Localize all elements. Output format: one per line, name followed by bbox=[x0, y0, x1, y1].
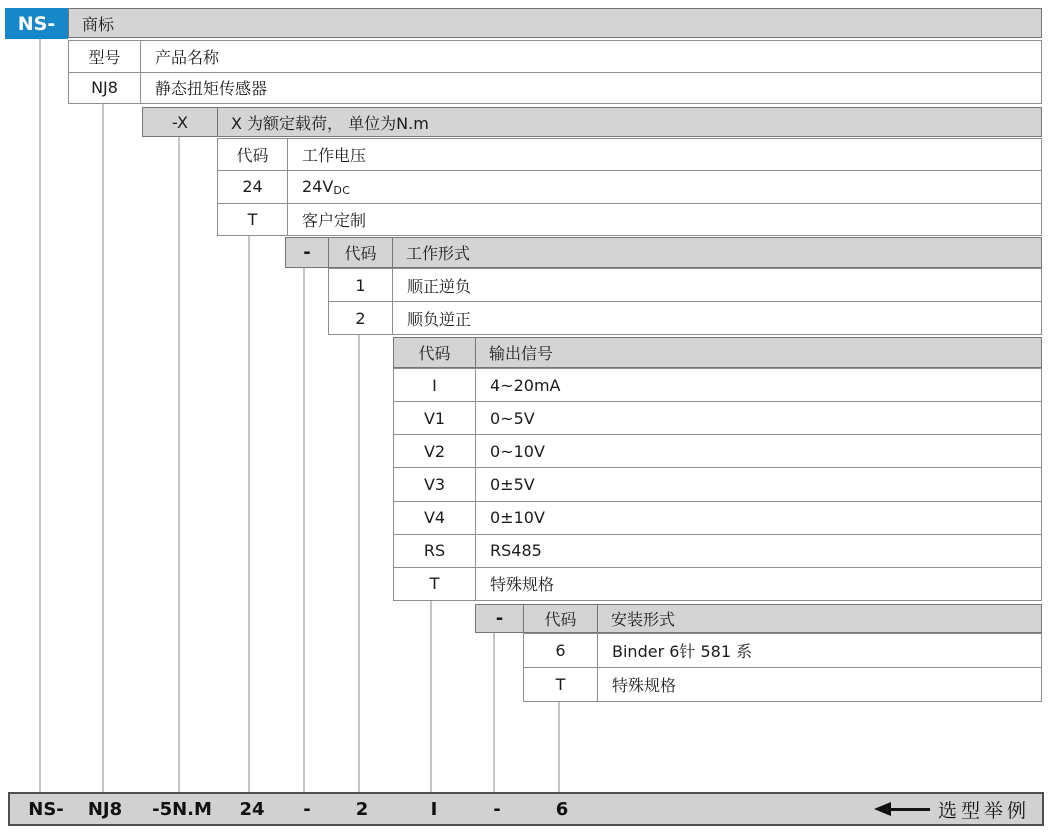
example-code-dash1: - bbox=[303, 798, 311, 820]
voltage-table bbox=[217, 138, 1042, 236]
output-band bbox=[393, 337, 1042, 368]
output-row-v1 bbox=[394, 401, 1041, 434]
output-header-desc: 输出信号 bbox=[489, 344, 554, 363]
voltage-code: T bbox=[218, 204, 288, 235]
output-code: V1 bbox=[394, 402, 476, 434]
output-row-v4 bbox=[394, 501, 1041, 534]
install-header-desc: 安装形式 bbox=[611, 610, 676, 629]
example-code-model: NJ8 bbox=[87, 798, 123, 820]
load-band bbox=[142, 107, 1042, 137]
voltage-row-24 bbox=[218, 170, 1041, 202]
install-row-6 bbox=[524, 634, 1041, 667]
output-row-v3 bbox=[394, 467, 1041, 500]
brand-prefix-box bbox=[5, 8, 68, 39]
arrow-tail-line bbox=[890, 808, 930, 811]
connector-line-install bbox=[558, 702, 560, 792]
output-row-v2 bbox=[394, 434, 1041, 467]
install-desc: Binder 6针 581 系 bbox=[612, 642, 753, 661]
example-code-dash2: - bbox=[493, 798, 501, 820]
example-code-mode: 2 bbox=[355, 798, 369, 820]
output-row-i bbox=[394, 369, 1041, 401]
voltage-desc bbox=[288, 171, 1041, 202]
example-code-voltage: 24 bbox=[239, 798, 265, 820]
output-desc: RS485 bbox=[490, 541, 542, 561]
output-row-t bbox=[394, 567, 1041, 600]
mode-row-2 bbox=[329, 301, 1041, 334]
example-pointer bbox=[874, 794, 1030, 824]
install-code: T bbox=[524, 668, 598, 701]
voltage-desc-main: 24V bbox=[302, 177, 334, 197]
install-dash: - bbox=[476, 605, 524, 632]
output-desc: 特殊规格 bbox=[490, 575, 555, 595]
model-header-row bbox=[69, 41, 1041, 72]
output-desc: 0~10V bbox=[490, 441, 545, 461]
output-code: V3 bbox=[394, 468, 476, 500]
install-header-code: 代码 bbox=[524, 605, 598, 632]
install-code: 6 bbox=[524, 634, 598, 667]
output-code: V2 bbox=[394, 435, 476, 467]
output-desc: 0±5V bbox=[490, 474, 535, 494]
example-code-install: 6 bbox=[555, 798, 569, 820]
load-code: -X bbox=[143, 108, 218, 136]
output-table bbox=[393, 368, 1042, 601]
voltage-header-row bbox=[218, 139, 1041, 170]
mode-row-1 bbox=[329, 269, 1041, 301]
example-bar bbox=[8, 792, 1044, 826]
output-code: T bbox=[394, 568, 476, 600]
trademark-band bbox=[68, 8, 1042, 38]
load-desc: X 为额定载荷， 单位为N.m bbox=[231, 113, 429, 133]
output-code: I bbox=[394, 369, 476, 401]
trademark-label: 商标 bbox=[82, 14, 115, 34]
connector-line-dash1 bbox=[303, 268, 305, 792]
mode-band bbox=[285, 237, 1042, 268]
connector-line-voltage bbox=[248, 236, 250, 792]
connector-line-model bbox=[102, 104, 104, 792]
voltage-desc-subscript: DC bbox=[333, 183, 351, 197]
model-table bbox=[68, 40, 1042, 104]
output-row-rs bbox=[394, 534, 1041, 567]
connector-line-brand bbox=[39, 38, 41, 792]
connector-line-mode bbox=[358, 335, 360, 792]
install-band bbox=[475, 604, 1042, 633]
connector-line-output bbox=[430, 601, 432, 792]
arrow-left-icon bbox=[874, 802, 891, 816]
connector-line-dash2 bbox=[493, 633, 495, 792]
model-row bbox=[69, 72, 1041, 104]
model-code: NJ8 bbox=[69, 73, 141, 104]
mode-code: 1 bbox=[329, 269, 393, 301]
model-header-desc: 产品名称 bbox=[155, 47, 220, 67]
mode-code: 2 bbox=[329, 302, 393, 334]
mode-desc: 顺正逆负 bbox=[407, 276, 472, 296]
voltage-header-code: 代码 bbox=[218, 139, 288, 170]
install-desc: 特殊规格 bbox=[612, 676, 677, 695]
output-desc: 4~20mA bbox=[490, 375, 561, 395]
example-code-output: I bbox=[430, 798, 438, 820]
model-desc: 静态扭矩传感器 bbox=[155, 79, 268, 99]
mode-desc: 顺负逆正 bbox=[407, 309, 472, 329]
voltage-header-desc: 工作电压 bbox=[302, 146, 367, 166]
output-header-code: 代码 bbox=[394, 338, 476, 367]
output-code: RS bbox=[394, 535, 476, 567]
example-code-prefix: NS- bbox=[28, 798, 64, 820]
output-desc: 0±10V bbox=[490, 508, 545, 528]
example-code-load: -5N.M bbox=[152, 798, 212, 820]
output-desc: 0~5V bbox=[490, 408, 535, 428]
voltage-row-t bbox=[218, 203, 1041, 235]
install-table bbox=[523, 633, 1042, 702]
mode-dash: - bbox=[286, 238, 329, 267]
model-header-code: 型号 bbox=[69, 41, 141, 72]
mode-header-desc: 工作形式 bbox=[406, 244, 471, 263]
connector-line-load bbox=[178, 137, 180, 792]
install-row-t bbox=[524, 667, 1041, 701]
output-code: V4 bbox=[394, 502, 476, 534]
mode-header-code: 代码 bbox=[329, 238, 393, 267]
voltage-desc: 客户定制 bbox=[302, 210, 367, 230]
example-label: 选型举例 bbox=[937, 799, 1030, 822]
voltage-code: 24 bbox=[218, 171, 288, 202]
mode-table bbox=[328, 268, 1042, 335]
brand-prefix-label: NS- bbox=[17, 12, 56, 35]
